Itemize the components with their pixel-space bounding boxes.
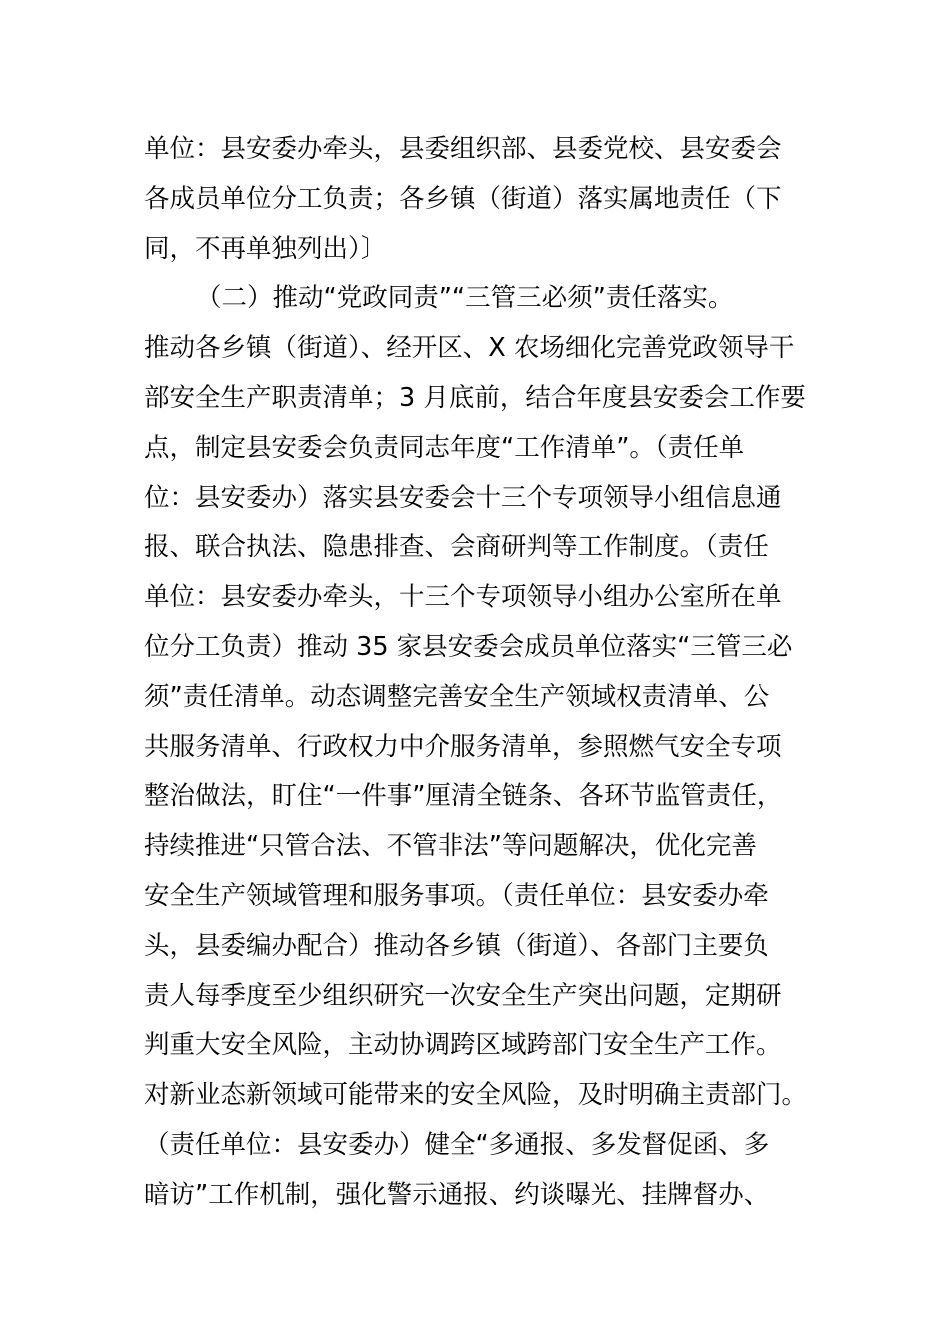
- text-line: 同，不再单独列出）〕: [144, 233, 387, 264]
- text-line: 责人每季度至少组织研究一次安全生产突出问题，定期研: [144, 980, 782, 1011]
- text-line: 位：县安委办）落实县安委会十三个专项领导小组信息通: [144, 482, 782, 513]
- text-line: 共服务清单、行政权力中介服务清单，参照燃气安全专项: [144, 731, 782, 762]
- text-line: 安全生产领域管理和服务事项。（责任单位：县安委办牵: [144, 880, 769, 911]
- body-text: [144, 125, 824, 1221]
- text-line: 对新业态新领域可能带来的安全风险，及时明确主责部门。: [144, 1080, 808, 1111]
- text-line: （责任单位：县安委办）健全“多通报、多发督促函、多: [144, 1129, 770, 1160]
- text-line: 持续推进“只管合法、不管非法”等问题解决，优化完善: [144, 831, 757, 862]
- text-line: 推动各乡镇（街道）、经开区、X 农场细化完善党政领导干: [144, 333, 795, 364]
- text-line: 单位：县安委办牵头，十三个专项领导小组办公室所在单: [144, 582, 782, 613]
- text-line: 须”责任清单。动态调整完善安全生产领域权责清单、公: [144, 681, 770, 712]
- text-line: 暗访”工作机制，强化警示通报、约谈曝光、挂牌督办、: [144, 1179, 770, 1210]
- text-line: 位分工负责）推动 35 家县安委会成员单位落实“三管三必: [144, 631, 793, 662]
- text-line: 各成员单位分工负责；各乡镇（街道）落实属地责任（下: [144, 183, 782, 214]
- text-line: 判重大安全风险，主动协调跨区域跨部门安全生产工作。: [144, 1030, 782, 1061]
- text-line: 部安全生产职责清单；3 月底前，结合年度县安委会工作要: [144, 382, 806, 413]
- text-line: 点，制定县安委会负责同志年度“工作清单”。（责任单: [144, 432, 745, 463]
- text-line: 整治做法，盯住“一件事”厘清全链条、各环节监管责任，: [144, 781, 783, 812]
- text-line: 单位：县安委办牵头，县委组织部、县委党校、县安委会: [144, 134, 782, 164]
- text-line: 头，县委编办配合）推动各乡镇（街道）、各部门主要负: [144, 930, 769, 961]
- section-heading-line: （二）推动“党政同责”“三管三必须”责任落实。: [196, 283, 734, 314]
- text-line: 报、联合执法、隐患排查、会商研判等工作制度。（责任: [144, 532, 769, 563]
